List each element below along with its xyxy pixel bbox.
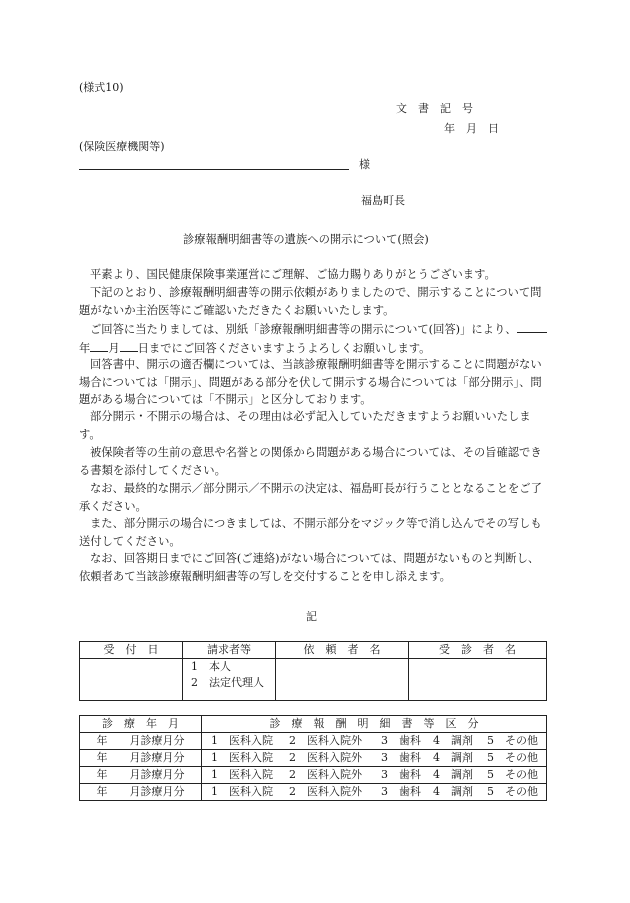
request-table-row [80, 659, 547, 701]
paragraph-2: 下記のとおり、診療報酬明細書等の開示依頼がありましたので、開示することについて問題がないか主治医等にご確認いただきたくお願いいたします。 [79, 286, 542, 317]
category-medical-inpatient[interactable]: 1 医科入院 [211, 751, 273, 764]
header-statement-category: 診 療 報 酬 明 細 書 等 区 分 [202, 716, 547, 733]
treatment-month-cell[interactable]: 年 月診療月分 [80, 767, 202, 784]
paragraph-9: なお、回答期日までにご回答(ご連絡)がない場合については、問題がないものと判断し、依頼者あて当該診療報酬明細書等の写しを交付することを申し添えます。 [79, 552, 540, 583]
header-treatment-month: 診 療 年 月 [80, 716, 202, 733]
request-table-header [80, 642, 547, 659]
category-cell [202, 767, 547, 784]
category-other[interactable]: 5 その他 [487, 785, 538, 798]
requester-option-self[interactable]: 1 本人 [191, 660, 231, 673]
date-label: 年 月 日 [444, 122, 499, 135]
honorific: 様 [359, 158, 370, 171]
paragraph-4: 回答書中、開示の適否欄については、当該診療報酬明細書等を開示することに問題がない場合については「開示」、問題がある部分を伏して開示する場合については「部分開示」、問題がある場合については「不開示」と区分しております。 [79, 358, 542, 406]
category-medical-inpatient[interactable]: 1 医科入院 [211, 785, 273, 798]
reply-month-blank [90, 339, 108, 352]
statement-table [79, 715, 547, 801]
received-date-cell[interactable] [80, 659, 183, 701]
header-received-date: 受 付 日 [80, 642, 183, 659]
paragraph-6: 被保険者等の生前の意思や名誉との関係から問題がある場合については、その旨確認できる書類を添付してください。 [79, 446, 542, 477]
document-number-label: 文 書 記 号 [396, 102, 473, 115]
paragraph-3-text-b: 日までにご回答くださいますようよろしくお願いします。 [137, 341, 431, 355]
ki-heading: 記 [306, 610, 317, 623]
category-other[interactable]: 5 その他 [487, 768, 538, 781]
category-dental[interactable]: 3 歯科 [381, 785, 421, 798]
request-table [79, 641, 547, 701]
category-dispensing[interactable]: 4 調剤 [433, 785, 473, 798]
category-other[interactable]: 5 その他 [487, 751, 538, 764]
paragraph-8: また、部分開示の場合につきましては、不開示部分をマジック等で消し込んでその写しも送付してください。 [79, 517, 542, 548]
category-dental[interactable]: 3 歯科 [381, 734, 421, 747]
category-dispensing[interactable]: 4 調剤 [433, 751, 473, 764]
category-dental[interactable]: 3 歯科 [381, 751, 421, 764]
category-medical-inpatient[interactable]: 1 医科入院 [211, 768, 273, 781]
requester-options-cell [183, 659, 276, 701]
requester-name-cell[interactable] [276, 659, 409, 701]
category-medical-outpatient[interactable]: 2 医科入院外 [289, 785, 362, 798]
statement-row [80, 750, 547, 767]
category-medical-outpatient[interactable]: 2 医科入院外 [289, 734, 362, 747]
category-cell [202, 733, 547, 750]
statement-row [80, 767, 547, 784]
category-cell [202, 784, 547, 801]
statement-row [80, 733, 547, 750]
paragraph-5: 部分開示・不開示の場合は、その理由は必ず記入していただきますようお願いいたします。 [79, 410, 531, 441]
paragraph-1: 平素より、国民健康保険事業運営にご理解、ご協力賜りありがとうございます。 [90, 268, 496, 281]
header-requester-name: 依 頼 者 名 [276, 642, 409, 659]
category-medical-inpatient[interactable]: 1 医科入院 [211, 734, 273, 747]
treatment-month-cell[interactable]: 年 月診療月分 [80, 733, 202, 750]
category-dispensing[interactable]: 4 調剤 [433, 734, 473, 747]
recipient-label: (保険医療機関等) [79, 140, 165, 153]
category-dental[interactable]: 3 歯科 [381, 768, 421, 781]
paragraph-7: なお、最終的な開示／部分開示／不開示の決定は、福島町長が行うこととなることをご了承ください。 [79, 482, 542, 513]
header-patient-name: 受 診 者 名 [409, 642, 547, 659]
header-requester: 請求者等 [183, 642, 276, 659]
category-cell [202, 750, 547, 767]
patient-name-cell[interactable] [409, 659, 547, 701]
statement-table-header [80, 716, 547, 733]
treatment-month-cell[interactable]: 年 月診療月分 [80, 784, 202, 801]
treatment-month-cell[interactable]: 年 月診療月分 [80, 750, 202, 767]
form-number: (様式10) [79, 81, 124, 94]
reply-year-label: 年 [79, 341, 91, 355]
reply-deadline-blank-1 [517, 320, 527, 333]
category-other[interactable]: 5 その他 [487, 734, 538, 747]
requester-option-legal-representative[interactable]: 2 法定代理人 [191, 676, 264, 689]
statement-row [80, 784, 547, 801]
reply-month-label: 月 [108, 341, 120, 355]
reply-day-blank [120, 339, 138, 352]
paragraph-3 [79, 320, 549, 357]
reply-year-blank [527, 320, 547, 333]
recipient-name-line [79, 169, 349, 170]
paragraph-3-text-a: ご回答に当たりましては、別紙「診療報酬明細書等の開示について(回答)」により、 [90, 323, 517, 336]
category-medical-outpatient[interactable]: 2 医科入院外 [289, 751, 362, 764]
document-title: 診療報酬明細書等の遺族への開示について(照会) [183, 233, 429, 246]
category-dispensing[interactable]: 4 調剤 [433, 768, 473, 781]
sender-name: 福島町長 [361, 194, 405, 207]
category-medical-outpatient[interactable]: 2 医科入院外 [289, 768, 362, 781]
